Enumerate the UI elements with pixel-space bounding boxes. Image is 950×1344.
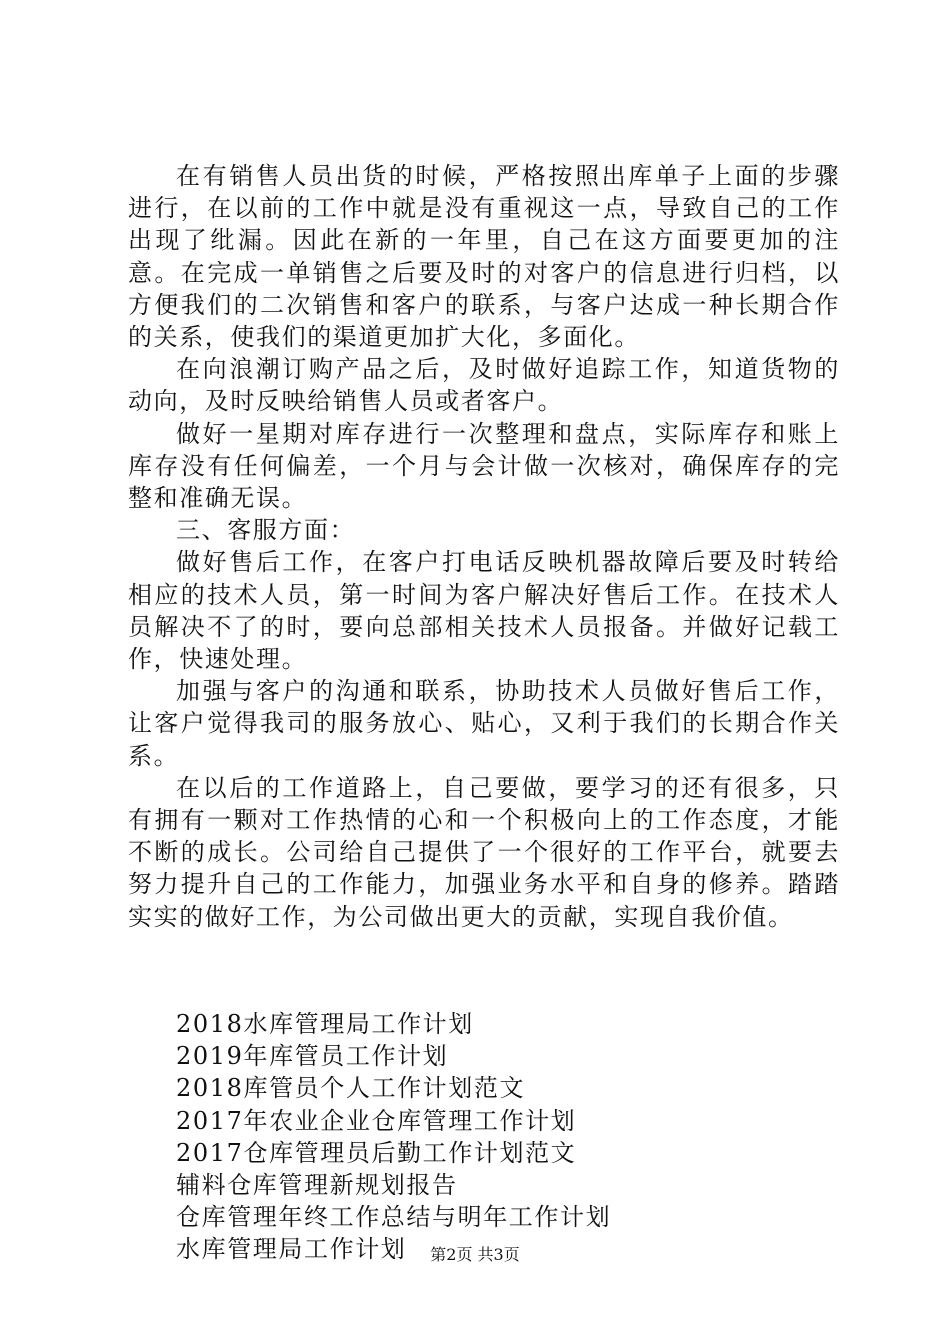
related-article-link[interactable]: 2019年库管员工作计划 xyxy=(176,1042,449,1071)
related-article-link[interactable]: 2017年农业企业仓库管理工作计划 xyxy=(176,1106,577,1135)
paragraph-order-tracking: 在向浪潮订购产品之后，及时做好追踪工作，知道货物的动向，及时反映给销售人员或者客户。 xyxy=(128,355,840,416)
paragraph-conclusion: 在以后的工作道路上，自己要做，要学习的还有很多，只有拥有一颗对工作热情的心和一个积极向上的工作态度，才能不断的成长。公司给自己提供了一个很好的工作平台，就要去努力提升自己的工作能力，加强业务水平和自身的修养。踏踏实实的做好工作，为公司做出更大的贡献，实现自我价值。 xyxy=(128,773,840,931)
section-heading-customer-service: 三、客服方面： xyxy=(176,516,356,545)
related-article-link[interactable]: 水库管理局工作计划 xyxy=(176,1235,407,1264)
page-number-footer: 第2页 共3页 xyxy=(430,1245,520,1264)
body-text xyxy=(128,160,840,933)
paragraph-customer-communication: 加强与客户的沟通和联系，协助技术人员做好售后工作，让客户觉得我司的服务放心、贴心，又利于我们的长期合作关系。 xyxy=(128,677,840,770)
related-article-link[interactable]: 2018库管员个人工作计划范文 xyxy=(176,1074,526,1103)
paragraph-inventory-check: 做好一星期对库存进行一次整理和盘点，实际库存和账上库存没有任何偏差，一个月与会计做一次核对，确保库存的完整和准确无误。 xyxy=(128,419,840,513)
paragraph-after-sales: 做好售后工作，在客户打电话反映机器故障后要及时转给相应的技术人员，第一时间为客户解决好售后工作。在技术人员解决不了的时，要向总部相关技术人员报备。并做好记载工作，快速处理。 xyxy=(128,548,840,674)
paragraph-outbound-sales: 在有销售人员出货的时候，严格按照出库单子上面的步骤进行，在以前的工作中就是没有重视这一点，导致自己的工作出现了纰漏。因此在新的一年里，自己在这方面要更加的注意。在完成一单销售之后要及时的对客户的信息进行归档，以方便我们的二次销售和客户的联系，与客户达成一种长期合作的关系，使我们的渠道更加扩大化，多面化。 xyxy=(128,162,840,352)
related-articles-list xyxy=(176,1008,816,1266)
related-article-link[interactable]: 仓库管理年终工作总结与明年工作计划 xyxy=(176,1203,612,1232)
related-article-link[interactable]: 辅料仓库管理新规划报告 xyxy=(176,1171,458,1200)
related-article-link[interactable]: 2017仓库管理员后勤工作计划范文 xyxy=(176,1138,577,1167)
related-article-link[interactable]: 2018水库管理局工作计划 xyxy=(176,1010,474,1038)
